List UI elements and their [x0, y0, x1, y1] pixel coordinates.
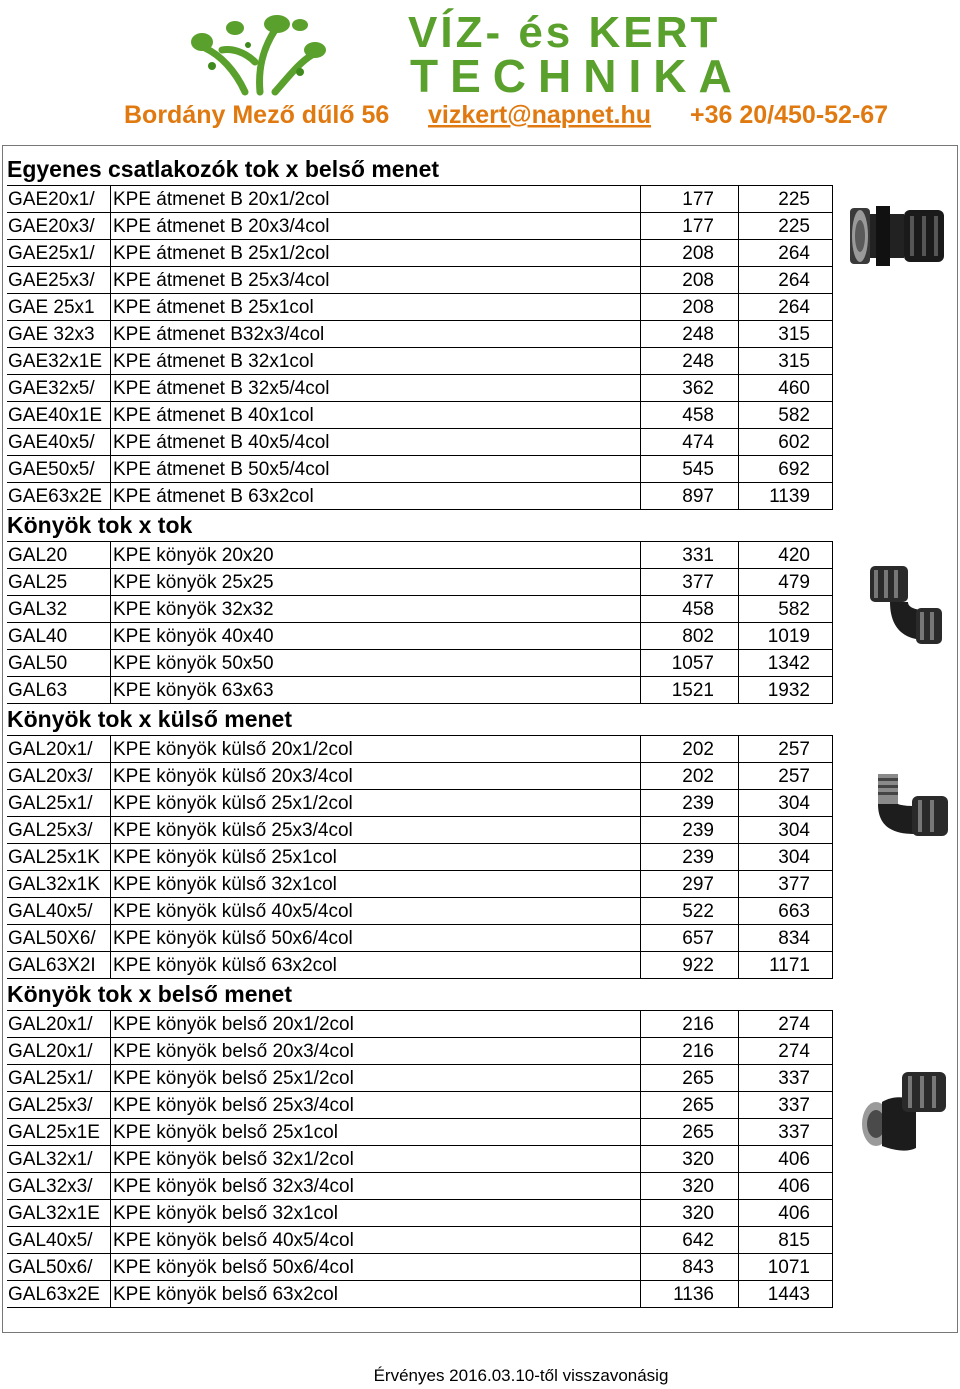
gross-price-cell: 582	[739, 596, 833, 623]
product-code-cell: GAL50x6/	[7, 1254, 111, 1281]
product-code-cell: GAL20x3/	[7, 763, 111, 790]
product-code-cell: GAL25x3/	[7, 817, 111, 844]
net-price-cell: 802	[641, 623, 739, 650]
description-cell: KPE könyök 63x63	[111, 677, 641, 704]
product-code-cell: GAL40	[7, 623, 111, 650]
net-price-cell: 320	[641, 1173, 739, 1200]
net-price-cell: 362	[641, 375, 739, 402]
table-row	[7, 1038, 833, 1065]
price-table	[7, 735, 833, 979]
net-price-cell: 922	[641, 952, 739, 979]
product-code-cell: GAL32	[7, 596, 111, 623]
net-price-cell: 1057	[641, 650, 739, 677]
table-row	[7, 240, 833, 267]
table-row	[7, 790, 833, 817]
gross-price-cell: 406	[739, 1200, 833, 1227]
product-code-cell: GAE 32x3	[7, 321, 111, 348]
table-row	[7, 456, 833, 483]
product-code-cell: GAE40x5/	[7, 429, 111, 456]
product-code-cell: GAL32x1E	[7, 1200, 111, 1227]
description-cell: KPE könyök külső 25x1/2col	[111, 790, 641, 817]
gross-price-cell: 304	[739, 817, 833, 844]
net-price-cell: 208	[641, 267, 739, 294]
net-price-cell: 657	[641, 925, 739, 952]
net-price-cell: 377	[641, 569, 739, 596]
description-cell: KPE könyök külső 20x1/2col	[111, 736, 641, 763]
product-code-cell: GAL50X6/	[7, 925, 111, 952]
gross-price-cell: 337	[739, 1092, 833, 1119]
gross-price-cell: 264	[739, 267, 833, 294]
net-price-cell: 897	[641, 483, 739, 510]
gross-price-cell: 460	[739, 375, 833, 402]
net-price-cell: 216	[641, 1038, 739, 1065]
section-title: Könyök tok x belső menet	[7, 981, 293, 1007]
flower-logo-icon	[205, 30, 312, 92]
validity-footer	[0, 1366, 960, 1386]
product-code-cell: GAE 25x1	[7, 294, 111, 321]
product-code-cell: GAE25x3/	[7, 267, 111, 294]
gross-price-cell: 420	[739, 542, 833, 569]
price-table	[7, 185, 833, 510]
description-cell: KPE átmenet B 25x1col	[111, 294, 641, 321]
product-code-cell: GAL25	[7, 569, 111, 596]
gross-price-cell: 692	[739, 456, 833, 483]
description-cell: KPE átmenet B 32x5/4col	[111, 375, 641, 402]
table-row	[7, 925, 833, 952]
net-price-cell: 522	[641, 898, 739, 925]
table-row	[7, 1092, 833, 1119]
table-row	[7, 1254, 833, 1281]
product-code-cell: GAL25x1E	[7, 1119, 111, 1146]
gross-price-cell: 663	[739, 898, 833, 925]
description-cell: KPE könyök külső 20x3/4col	[111, 763, 641, 790]
table-row	[7, 483, 833, 510]
section-title: Könyök tok x külső menet	[7, 706, 293, 732]
product-code-cell: GAL20	[7, 542, 111, 569]
product-code-cell: GAL40x5/	[7, 898, 111, 925]
description-cell: KPE könyök belső 25x1col	[111, 1119, 641, 1146]
description-cell: KPE könyök belső 32x1col	[111, 1200, 641, 1227]
description-cell: KPE átmenet B 20x1/2col	[111, 186, 641, 213]
net-price-cell: 239	[641, 844, 739, 871]
phone-number: +36 20/450-52-67	[690, 101, 889, 129]
table-row	[7, 844, 833, 871]
table-row	[7, 1281, 833, 1308]
description-cell: KPE könyök 20x20	[111, 542, 641, 569]
net-price-cell: 1136	[641, 1281, 739, 1308]
table-row	[7, 952, 833, 979]
gross-price-cell: 582	[739, 402, 833, 429]
gross-price-cell: 1071	[739, 1254, 833, 1281]
description-cell: KPE könyök külső 25x1col	[111, 844, 641, 871]
product-code-cell: GAL20x1/	[7, 736, 111, 763]
gross-price-cell: 1019	[739, 623, 833, 650]
table-row	[7, 213, 833, 240]
net-price-cell: 248	[641, 321, 739, 348]
company-logo	[0, 0, 960, 140]
letterhead	[0, 0, 960, 140]
gross-price-cell: 304	[739, 844, 833, 871]
table-row	[7, 321, 833, 348]
table-row	[7, 294, 833, 321]
product-code-cell: GAL25x1K	[7, 844, 111, 871]
table-row	[7, 650, 833, 677]
product-code-cell: GAE50x5/	[7, 456, 111, 483]
straight-coupling-image	[846, 196, 952, 272]
description-cell: KPE átmenet B 25x1/2col	[111, 240, 641, 267]
net-price-cell: 297	[641, 871, 739, 898]
description-cell: KPE könyök belső 32x1/2col	[111, 1146, 641, 1173]
net-price-cell: 202	[641, 736, 739, 763]
gross-price-cell: 1139	[739, 483, 833, 510]
description-cell: KPE átmenet B 32x1col	[111, 348, 641, 375]
gross-price-cell: 257	[739, 763, 833, 790]
section-title: Egyenes csatlakozók tok x belső menet	[7, 156, 440, 182]
net-price-cell: 458	[641, 596, 739, 623]
net-price-cell: 265	[641, 1065, 739, 1092]
gross-price-cell: 834	[739, 925, 833, 952]
net-price-cell: 474	[641, 429, 739, 456]
description-cell: KPE könyök külső 40x5/4col	[111, 898, 641, 925]
table-row	[7, 677, 833, 704]
description-cell: KPE átmenet B 25x3/4col	[111, 267, 641, 294]
gross-price-cell: 1932	[739, 677, 833, 704]
product-code-cell: GAE32x5/	[7, 375, 111, 402]
net-price-cell: 208	[641, 294, 739, 321]
table-row	[7, 429, 833, 456]
net-price-cell: 331	[641, 542, 739, 569]
gross-price-cell: 257	[739, 736, 833, 763]
net-price-cell: 239	[641, 790, 739, 817]
table-row	[7, 569, 833, 596]
description-cell: KPE átmenet B 20x3/4col	[111, 213, 641, 240]
table-row	[7, 1146, 833, 1173]
product-code-cell: GAL32x1/	[7, 1146, 111, 1173]
table-row	[7, 267, 833, 294]
brand-line2: TECHNIKA	[410, 50, 744, 102]
description-cell: KPE könyök 32x32	[111, 596, 641, 623]
description-cell: KPE könyök belső 63x2col	[111, 1281, 641, 1308]
description-cell: KPE átmenet B 40x5/4col	[111, 429, 641, 456]
description-cell: KPE átmenet B 40x1col	[111, 402, 641, 429]
net-price-cell: 843	[641, 1254, 739, 1281]
product-code-cell: GAL32x1K	[7, 871, 111, 898]
net-price-cell: 545	[641, 456, 739, 483]
gross-price-cell: 602	[739, 429, 833, 456]
net-price-cell: 202	[641, 763, 739, 790]
table-row	[7, 1119, 833, 1146]
description-cell: KPE könyök 40x40	[111, 623, 641, 650]
price-list	[7, 154, 833, 1308]
description-cell: KPE átmenet B32x3/4col	[111, 321, 641, 348]
net-price-cell: 265	[641, 1092, 739, 1119]
validity-text: Érvényes 2016.03.10-től visszavonásig	[373, 1366, 669, 1385]
description-cell: KPE könyök belső 25x1/2col	[111, 1065, 641, 1092]
gross-price-cell: 264	[739, 294, 833, 321]
gross-price-cell: 1171	[739, 952, 833, 979]
product-code-cell: GAL20x1/	[7, 1011, 111, 1038]
net-price-cell: 208	[641, 240, 739, 267]
product-code-cell: GAL25x3/	[7, 1092, 111, 1119]
description-cell: KPE könyök 50x50	[111, 650, 641, 677]
gross-price-cell: 337	[739, 1119, 833, 1146]
elbow-image	[866, 560, 946, 648]
elbow-male-thread-image	[872, 770, 952, 840]
description-cell: KPE átmenet B 50x5/4col	[111, 456, 641, 483]
net-price-cell: 177	[641, 213, 739, 240]
table-row	[7, 1065, 833, 1092]
gross-price-cell: 264	[739, 240, 833, 267]
table-row	[7, 1227, 833, 1254]
product-code-cell: GAE25x1/	[7, 240, 111, 267]
address-text: Bordány Mező dűlő 56	[124, 101, 390, 129]
table-row	[7, 736, 833, 763]
gross-price-cell: 225	[739, 186, 833, 213]
product-code-cell: GAL25x1/	[7, 790, 111, 817]
product-code-cell: GAL25x1/	[7, 1065, 111, 1092]
table-row	[7, 596, 833, 623]
table-row	[7, 1200, 833, 1227]
net-price-cell: 177	[641, 186, 739, 213]
gross-price-cell: 274	[739, 1011, 833, 1038]
net-price-cell: 248	[641, 348, 739, 375]
gross-price-cell: 815	[739, 1227, 833, 1254]
table-row	[7, 542, 833, 569]
description-cell: KPE könyök külső 25x3/4col	[111, 817, 641, 844]
product-code-cell: GAL32x3/	[7, 1173, 111, 1200]
table-row	[7, 1173, 833, 1200]
table-row	[7, 817, 833, 844]
table-row	[7, 871, 833, 898]
table-row	[7, 1011, 833, 1038]
gross-price-cell: 315	[739, 321, 833, 348]
product-code-cell: GAL20x1/	[7, 1038, 111, 1065]
email-link[interactable]: vizkert@napnet.hu	[428, 101, 652, 129]
net-price-cell: 216	[641, 1011, 739, 1038]
gross-price-cell: 406	[739, 1146, 833, 1173]
net-price-cell: 320	[641, 1200, 739, 1227]
gross-price-cell: 406	[739, 1173, 833, 1200]
product-code-cell: GAL63x2E	[7, 1281, 111, 1308]
gross-price-cell: 337	[739, 1065, 833, 1092]
price-table	[7, 541, 833, 704]
product-code-cell: GAL40x5/	[7, 1227, 111, 1254]
description-cell: KPE könyök külső 63x2col	[111, 952, 641, 979]
net-price-cell: 239	[641, 817, 739, 844]
description-cell: KPE könyök 25x25	[111, 569, 641, 596]
product-code-cell: GAE63x2E	[7, 483, 111, 510]
net-price-cell: 265	[641, 1119, 739, 1146]
gross-price-cell: 1443	[739, 1281, 833, 1308]
table-row	[7, 763, 833, 790]
description-cell: KPE könyök belső 50x6/4col	[111, 1254, 641, 1281]
description-cell: KPE könyök belső 20x3/4col	[111, 1038, 641, 1065]
gross-price-cell: 377	[739, 871, 833, 898]
table-row	[7, 898, 833, 925]
product-code-cell: GAE32x1E	[7, 348, 111, 375]
product-code-cell: GAL63X2I	[7, 952, 111, 979]
table-row	[7, 402, 833, 429]
net-price-cell: 320	[641, 1146, 739, 1173]
description-cell: KPE átmenet B 63x2col	[111, 483, 641, 510]
net-price-cell: 458	[641, 402, 739, 429]
gross-price-cell: 1342	[739, 650, 833, 677]
table-row	[7, 186, 833, 213]
product-code-cell: GAL50	[7, 650, 111, 677]
table-row	[7, 375, 833, 402]
elbow-female-thread-image	[856, 1064, 952, 1160]
table-row	[7, 348, 833, 375]
net-price-cell: 642	[641, 1227, 739, 1254]
product-code-cell: GAE40x1E	[7, 402, 111, 429]
gross-price-cell: 225	[739, 213, 833, 240]
section-title: Könyök tok x tok	[7, 512, 193, 538]
table-row	[7, 623, 833, 650]
gross-price-cell: 479	[739, 569, 833, 596]
description-cell: KPE könyök külső 50x6/4col	[111, 925, 641, 952]
description-cell: KPE könyök belső 40x5/4col	[111, 1227, 641, 1254]
product-code-cell: GAE20x1/	[7, 186, 111, 213]
gross-price-cell: 315	[739, 348, 833, 375]
description-cell: KPE könyök belső 32x3/4col	[111, 1173, 641, 1200]
gross-price-cell: 274	[739, 1038, 833, 1065]
brand-line1: VÍZ- és KERT	[408, 8, 721, 57]
product-code-cell: GAE20x3/	[7, 213, 111, 240]
product-code-cell: GAL63	[7, 677, 111, 704]
description-cell: KPE könyök külső 32x1col	[111, 871, 641, 898]
description-cell: KPE könyök belső 25x3/4col	[111, 1092, 641, 1119]
description-cell: KPE könyök belső 20x1/2col	[111, 1011, 641, 1038]
net-price-cell: 1521	[641, 677, 739, 704]
price-table	[7, 1010, 833, 1308]
gross-price-cell: 304	[739, 790, 833, 817]
